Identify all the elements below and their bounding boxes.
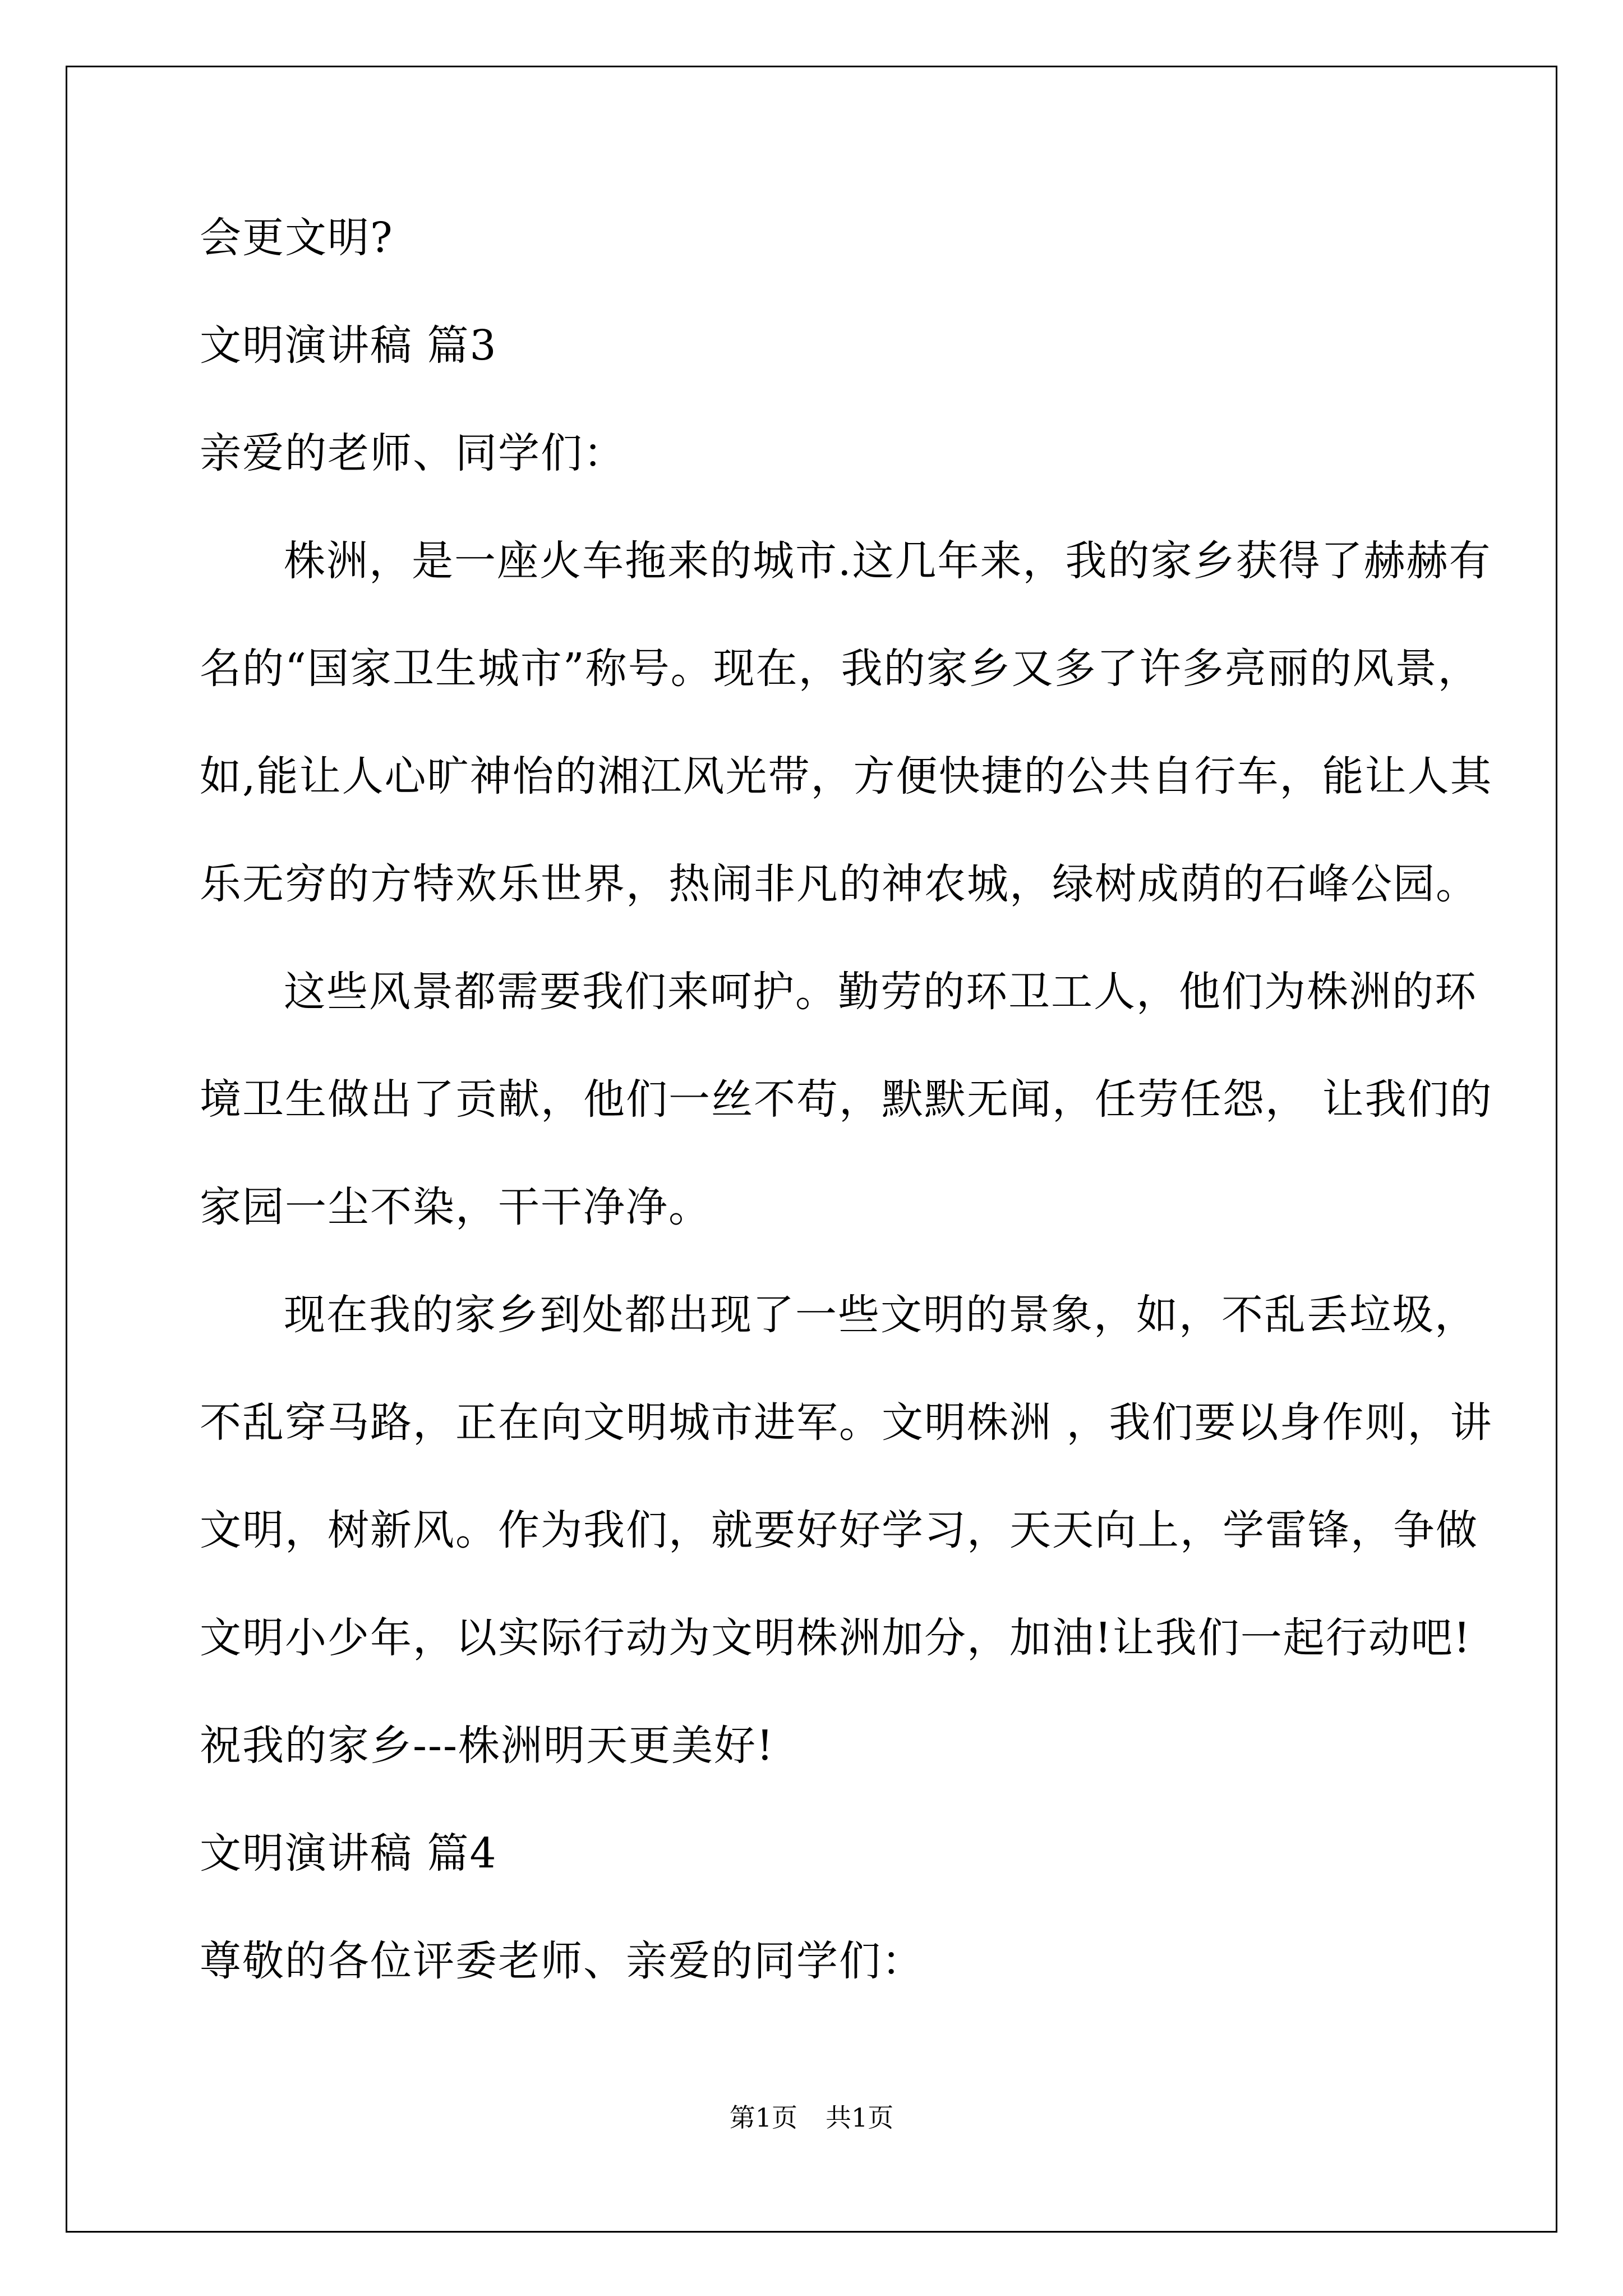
page-total: 共1页 xyxy=(826,2102,894,2133)
paragraph-line: 境卫生做出了贡献，他们一丝不苟，默默无闻，任劳任怨， 让我们的 xyxy=(200,1075,1493,1124)
paragraph-line: 文明，树新风。作为我们，就要好好学习，天天向上，学雷锋，争做 xyxy=(200,1506,1478,1554)
document-body xyxy=(200,204,1493,2035)
paragraph-line: 不乱穿马路，正在向文明城市进军。文明株洲 ，我们要以身作则，讲 xyxy=(200,1398,1493,1447)
paragraph-line: 祝我的家乡---株洲明天更美好! xyxy=(200,1722,774,1770)
paragraph-line: 乐无穷的方特欢乐世界，热闹非凡的神农城，绿树成荫的石峰公园。 xyxy=(200,860,1478,908)
paragraph-line: 株洲，是一座火车拖来的城市.这几年来，我的家乡获得了赫赫有 xyxy=(284,537,1492,585)
paragraph-line: 这些风景都需要我们来呵护。勤劳的环卫工人，他们为株洲的环 xyxy=(284,968,1477,1016)
salutation: 亲爱的老师、同学们： xyxy=(200,429,626,477)
page-number: 第1页 xyxy=(729,2102,797,2133)
section-heading: 文明演讲稿 篇4 xyxy=(200,1829,497,1878)
paragraph-line: 现在我的家乡到处都出现了一些文明的景象，如，不乱丢垃圾， xyxy=(284,1291,1477,1339)
page-footer xyxy=(0,2101,1623,2134)
paragraph-line: 家园一尘不染，干干净净。 xyxy=(200,1183,711,1231)
paragraph-line: 文明小少年，以实际行动为文明株洲加分，加油!让我们一起行动吧! xyxy=(200,1614,1472,1662)
paragraph-line: 如,能让人心旷神怡的湘江风光带，方便快捷的公共自行车，能让人其 xyxy=(200,752,1493,800)
section-heading: 文明演讲稿 篇3 xyxy=(200,321,497,370)
salutation: 尊敬的各位评委老师、亲爱的同学们： xyxy=(200,1937,924,1985)
text-line: 会更文明? xyxy=(200,214,394,262)
paragraph-line: 名的“国家卫生城市”称号。现在，我的家乡又多了许多亮丽的风景， xyxy=(200,645,1481,693)
